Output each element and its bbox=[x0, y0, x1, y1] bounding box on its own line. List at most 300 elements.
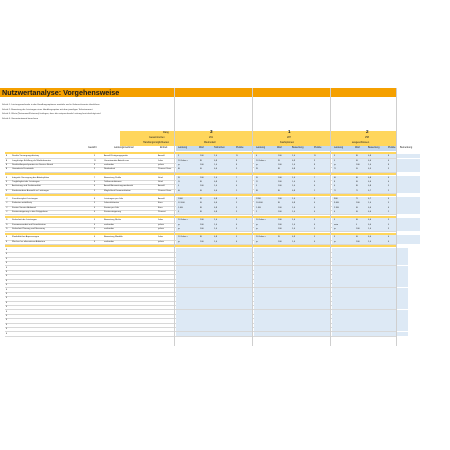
criterion-label: Garantierte Ersatzteile bbox=[12, 168, 34, 171]
step-4: Schritt 4: Gesamtnutzwert berechnen bbox=[2, 117, 39, 120]
value-cell: 3 bbox=[236, 168, 238, 171]
value-cell: 1,0 bbox=[292, 206, 296, 209]
unit-label: Euro bbox=[158, 206, 163, 209]
value-cell-bg bbox=[332, 332, 408, 336]
col-merkmal: Leistungsmerkmal bbox=[114, 146, 134, 149]
value-cell: 6 bbox=[236, 197, 238, 200]
row-id: E bbox=[6, 301, 8, 304]
value-cell: 60 bbox=[356, 211, 359, 214]
remark-cell-bg bbox=[398, 167, 420, 171]
row-id: E bbox=[6, 288, 8, 291]
value-cell: 0,7 bbox=[368, 189, 372, 192]
value-cell: 0,9 bbox=[292, 236, 296, 239]
value-cell: 60 bbox=[200, 168, 203, 171]
value-cell: 1,0 bbox=[292, 223, 296, 226]
value-cell: 4 bbox=[314, 185, 316, 188]
value-cell: 1,0 bbox=[292, 228, 296, 231]
feature-label: Bewertung Modelle bbox=[104, 236, 123, 239]
value-cell: ja bbox=[256, 223, 258, 226]
row-id: E bbox=[6, 306, 8, 309]
option-2: Kaufoptionen bbox=[280, 141, 295, 144]
value-cell: 6 bbox=[388, 159, 390, 162]
value-cell: ja bbox=[334, 228, 336, 231]
value-cell: 0,8 bbox=[368, 155, 372, 158]
value-cell: 1,0 bbox=[214, 219, 218, 222]
value-cell: 0,6 bbox=[214, 189, 218, 192]
value-cell: 100 bbox=[278, 223, 282, 226]
remark-cell-bg bbox=[398, 240, 420, 244]
value-cell: 1,0 bbox=[214, 185, 218, 188]
value-cell: 100 bbox=[278, 240, 282, 243]
row-id: E bbox=[6, 284, 8, 287]
criterion-label: Zusammenarbeit mit Dienstleistern bbox=[12, 223, 46, 226]
value-cell: 0,7 bbox=[368, 197, 372, 200]
value-cell: 7 bbox=[314, 176, 316, 179]
value-cell: 100 bbox=[356, 228, 360, 231]
remark-cell-bg bbox=[398, 227, 420, 231]
value-cell: ja bbox=[178, 163, 180, 166]
value-cell: 70 bbox=[356, 189, 359, 192]
rang-row bbox=[120, 131, 396, 136]
total-3: 258 bbox=[365, 136, 369, 139]
options-label: Handlungsmöglichkeiten bbox=[143, 141, 170, 144]
criterion-label: Kosten Service Aufwand bbox=[12, 206, 36, 209]
value-cell: 900 bbox=[334, 197, 338, 200]
row-id: D bbox=[6, 223, 8, 226]
value-cell: 0,5 bbox=[368, 168, 372, 171]
feature-label: Kostensteigerung bbox=[104, 211, 122, 214]
unit-label: Jahre bbox=[158, 236, 164, 239]
weight-value: 4 bbox=[94, 211, 96, 214]
weight-value: 5 bbox=[94, 202, 96, 205]
value-cell: 5 bbox=[236, 219, 238, 222]
value-cell: 1,0 bbox=[292, 211, 296, 214]
feature-label: vorhanden bbox=[104, 228, 115, 231]
value-cell: 8 bbox=[314, 163, 316, 166]
unit-label: Prozent Verw. bbox=[158, 168, 172, 171]
sub-wert-2: Wert bbox=[277, 146, 283, 149]
value-cell: 1,0 bbox=[292, 163, 296, 166]
title-bar bbox=[0, 88, 396, 97]
value-cell: 0,8 bbox=[292, 168, 296, 171]
sub-bewertung-3: Bewertung bbox=[368, 146, 380, 149]
value-cell: 10 Jahre + bbox=[256, 159, 267, 162]
value-cell: 4 bbox=[334, 211, 336, 214]
value-cell: 100 bbox=[278, 211, 282, 214]
value-cell: 2 bbox=[388, 189, 390, 192]
value-cell: 5 bbox=[178, 185, 180, 188]
step-2: Schritt 2: Bewertung der Leistungen einer Handlungsoption mit dem jeweiligen Teilnutzenwert bbox=[2, 108, 93, 111]
value-cell: 2 bbox=[314, 189, 316, 192]
value-cell: 80 bbox=[200, 236, 203, 239]
criterion-label: Langfristige Erfüllung als Mietlieferanten bbox=[12, 159, 51, 162]
unit-label: Jahre bbox=[158, 219, 164, 222]
value-cell: 1,0 bbox=[368, 240, 372, 243]
value-cell: 5 bbox=[314, 219, 316, 222]
criterion-label: Flexibilität bei Anpassungen bbox=[12, 236, 40, 239]
weight-value: 5 bbox=[94, 219, 96, 222]
criterion-label: Tragfähigkeit der Leistungen bbox=[12, 180, 40, 183]
row-id: A bbox=[6, 163, 8, 166]
value-cell: 8 bbox=[314, 197, 316, 200]
value-cell: 80 bbox=[256, 189, 259, 192]
value-cell: 100 bbox=[278, 155, 282, 158]
value-cell: 3 bbox=[388, 185, 390, 188]
value-cell: 4 bbox=[314, 223, 316, 226]
value-cell: 3 bbox=[388, 168, 390, 171]
unit-label: Prozent Verw. bbox=[158, 189, 172, 192]
value-cell: 4 bbox=[236, 223, 238, 226]
value-cell: 80 bbox=[356, 185, 359, 188]
feature-label: Nutzbarkeit bbox=[104, 168, 116, 171]
value-cell: 100 bbox=[278, 176, 282, 179]
value-cell: 3 bbox=[388, 228, 390, 231]
row-id: E bbox=[6, 319, 8, 322]
value-cell: 1,0 bbox=[214, 163, 218, 166]
criterion-label: Fixkosten mittelfristig bbox=[12, 202, 33, 205]
value-cell: 4 bbox=[388, 206, 390, 209]
value-cell: 1,0 bbox=[214, 223, 218, 226]
row-id: E bbox=[6, 279, 8, 282]
weight-value: 7 bbox=[94, 176, 96, 179]
row-id: E bbox=[6, 270, 8, 273]
sub-teilnutzen-1: Teilnutzen bbox=[214, 146, 225, 149]
value-cell: 4 bbox=[256, 155, 258, 158]
value-cell: 3 bbox=[314, 228, 316, 231]
value-cell: 3 bbox=[236, 202, 238, 205]
value-cell: 0,8 bbox=[214, 180, 218, 183]
rank-3: 2 bbox=[366, 129, 369, 134]
value-cell: 80 bbox=[356, 176, 359, 179]
value-cell: 1,0 bbox=[292, 240, 296, 243]
value-cell: 0 bbox=[356, 223, 358, 226]
row-id: E bbox=[6, 266, 8, 269]
value-cell: 9.000 bbox=[334, 202, 340, 205]
criterion-label: Zuverlässigkeit Leistungen bbox=[12, 197, 38, 200]
value-cell: 1,0 bbox=[292, 180, 296, 183]
value-cell: 100 bbox=[200, 228, 204, 231]
value-cell: 80 bbox=[278, 202, 281, 205]
row-id: D bbox=[6, 219, 8, 222]
value-cell: 1,0 bbox=[214, 155, 218, 158]
sub-punkte-1: Punkte bbox=[236, 146, 244, 149]
sub-bewertung-2: Bewertung bbox=[292, 146, 304, 149]
unit-label: Anzahl bbox=[158, 155, 165, 158]
value-cell: 1,0 bbox=[214, 240, 218, 243]
value-cell: 6 bbox=[388, 197, 390, 200]
value-cell: 1,0 bbox=[292, 176, 296, 179]
row-id: C bbox=[6, 206, 8, 209]
value-cell: 100 bbox=[200, 223, 204, 226]
value-cell: 0,9 bbox=[292, 159, 296, 162]
weight-value: 5 bbox=[94, 155, 96, 158]
weight-value: 4 bbox=[94, 185, 96, 188]
value-cell: 90 bbox=[278, 236, 281, 239]
value-cell: 100 bbox=[356, 163, 360, 166]
value-cell: 0,6 bbox=[368, 159, 372, 162]
row-id: E bbox=[6, 236, 8, 239]
feature-label: Leistungen pro Jahr bbox=[104, 197, 124, 200]
weight-value: 6 bbox=[94, 180, 96, 183]
value-cell: 8 bbox=[334, 180, 336, 183]
criterion-label: Sicherheit der Leistungen bbox=[12, 219, 37, 222]
value-cell: 80 bbox=[200, 206, 203, 209]
value-cell: nein bbox=[334, 223, 339, 226]
value-cell: 100 bbox=[200, 163, 204, 166]
value-cell: 0,6 bbox=[368, 219, 372, 222]
weight-value: 6 bbox=[94, 206, 96, 209]
value-cell: 3 bbox=[178, 155, 180, 158]
feature-label: Bewertung Profile bbox=[104, 176, 122, 179]
value-cell: 4 bbox=[314, 211, 316, 214]
sub-leistung-3: Leistung bbox=[334, 146, 344, 149]
value-cell: 0,8 bbox=[214, 197, 218, 200]
row-id: C bbox=[6, 197, 8, 200]
criterion-label: Wechsel zu alternativen Anbietern bbox=[12, 240, 46, 243]
value-cell: 100 bbox=[356, 240, 360, 243]
value-cell: 4 bbox=[388, 180, 390, 183]
value-cell: 0,6 bbox=[214, 202, 218, 205]
value-cell: 5 bbox=[334, 159, 336, 162]
value-cell: 6 bbox=[388, 176, 390, 179]
value-cell: 3 bbox=[236, 228, 238, 231]
value-cell: 3 bbox=[388, 219, 390, 222]
remark-cell-bg bbox=[398, 210, 420, 214]
col-gewicht: Gewicht bbox=[88, 146, 97, 149]
value-cell: 0,8 bbox=[214, 236, 218, 239]
value-cell: 0,6 bbox=[368, 236, 372, 239]
value-cell: 0,8 bbox=[214, 159, 218, 162]
row-id: E bbox=[6, 240, 8, 243]
total-2: 287 bbox=[287, 136, 291, 139]
value-cell: 1,0 bbox=[292, 155, 296, 158]
sub-punkte-2: Punkte bbox=[314, 146, 322, 149]
row-id: E bbox=[6, 323, 8, 326]
value-cell: 10 bbox=[178, 180, 181, 183]
step-list bbox=[2, 103, 302, 121]
value-cell: 0,8 bbox=[214, 206, 218, 209]
value-cell: 10 Jahre + bbox=[256, 219, 267, 222]
value-cell: 10 bbox=[314, 155, 317, 158]
value-cell: 60 bbox=[356, 219, 359, 222]
sub-punkte-3: Punkte bbox=[388, 146, 396, 149]
sub-leistung-1: Leistung bbox=[178, 146, 188, 149]
remark-cell-bg bbox=[398, 189, 420, 193]
value-cell: 1,0 bbox=[214, 228, 218, 231]
value-cell: 60 bbox=[356, 180, 359, 183]
value-cell: 60 bbox=[356, 206, 359, 209]
value-cell: 80 bbox=[200, 197, 203, 200]
row-id: E bbox=[6, 248, 8, 251]
sub-wert-1: Wert bbox=[199, 146, 205, 149]
value-cell: ja bbox=[178, 228, 180, 231]
value-cell: 1,0 bbox=[214, 176, 218, 179]
value-cell: 80 bbox=[200, 180, 203, 183]
value-cell: 100 bbox=[278, 219, 282, 222]
value-cell: 80 bbox=[200, 211, 203, 214]
criterion-label: Direkte Versorgungsleistung bbox=[12, 155, 40, 158]
value-cell: 60 bbox=[356, 159, 359, 162]
unit-label: ja/nein bbox=[158, 163, 165, 166]
value-cell: 8 bbox=[388, 163, 390, 166]
value-cell: 80 bbox=[278, 168, 281, 171]
value-cell: 60 bbox=[356, 236, 359, 239]
total-1: 261 bbox=[209, 136, 213, 139]
feature-label: Anzahl Auswertungsmerkmale bbox=[104, 185, 134, 188]
weight-value: 6 bbox=[94, 236, 96, 239]
value-cell: 80 bbox=[178, 168, 181, 171]
option-1: Mietmodell bbox=[204, 141, 216, 144]
sub-bemerkung: Bemerkung bbox=[400, 146, 413, 149]
unit-label: Jahre bbox=[158, 159, 164, 162]
value-cell: 2.500 bbox=[334, 206, 340, 209]
value-cell: 5 bbox=[334, 219, 336, 222]
value-cell: 1,0 bbox=[368, 228, 372, 231]
unit-label: Prozent bbox=[158, 211, 166, 214]
value-cell: 5 bbox=[236, 236, 238, 239]
value-cell: 10 Jahre + bbox=[256, 236, 267, 239]
subheader-row bbox=[176, 146, 396, 151]
value-cell: 100 bbox=[200, 240, 204, 243]
value-cell: 5 bbox=[256, 185, 258, 188]
feature-label: vorhanden bbox=[104, 240, 115, 243]
value-cell: 4 bbox=[236, 240, 238, 243]
value-cell: 12 bbox=[256, 180, 259, 183]
value-cell: 2 bbox=[388, 211, 390, 214]
value-cell: 1,0 bbox=[368, 202, 372, 205]
value-cell: 0 bbox=[388, 223, 390, 226]
unit-label: Stück bbox=[158, 180, 164, 183]
value-cell: 90 bbox=[256, 168, 259, 171]
weight-value: 8 bbox=[94, 163, 96, 166]
weight-value: 10 bbox=[94, 159, 97, 162]
value-cell: 3 bbox=[236, 211, 238, 214]
unit-label: ja/nein bbox=[158, 223, 165, 226]
value-cell: 60 bbox=[200, 202, 203, 205]
feature-label: Verantwortete Anteile zum bbox=[104, 159, 130, 162]
row-id: A bbox=[6, 155, 8, 158]
value-cell: ja bbox=[256, 240, 258, 243]
value-cell: 10 bbox=[236, 155, 239, 158]
option-3: ausgeschlossen bbox=[352, 141, 370, 144]
value-cell: ja bbox=[334, 163, 336, 166]
value-cell: 0,8 bbox=[368, 176, 372, 179]
value-cell: 8 bbox=[388, 155, 390, 158]
value-cell: ja bbox=[178, 240, 180, 243]
row-id: E bbox=[6, 292, 8, 295]
value-cell: 1,0 bbox=[292, 219, 296, 222]
value-cell-bg bbox=[176, 332, 252, 336]
row-id: D bbox=[6, 228, 8, 231]
value-cell-bg bbox=[254, 332, 330, 336]
step-1: Schritt 1: Leistungsmerkmale in den Handlungsoptionen ermitteln und in Gebrauchswerte überführen bbox=[2, 104, 100, 106]
value-cell: 1.500 bbox=[256, 206, 262, 209]
value-cell: 100 bbox=[356, 202, 360, 205]
value-cell: 50 bbox=[178, 176, 181, 179]
feature-label: Möglichkeit Kommunikation bbox=[104, 189, 131, 192]
rank-2: 1 bbox=[288, 129, 291, 134]
value-cell: 80 bbox=[356, 155, 359, 158]
value-cell: 100 bbox=[200, 176, 204, 179]
value-cell: 3 bbox=[334, 155, 336, 158]
row-id: E bbox=[6, 328, 8, 331]
value-cell: 100 bbox=[200, 219, 204, 222]
value-cell: ja bbox=[178, 223, 180, 226]
unit-label: Stück bbox=[158, 176, 164, 179]
rang-label: Rang bbox=[163, 131, 169, 134]
feature-label: Teilkonstruktionen bbox=[104, 180, 122, 183]
value-cell: 0,8 bbox=[214, 211, 218, 214]
value-cell: 1000 bbox=[178, 197, 183, 200]
value-cell: 70 bbox=[334, 168, 337, 171]
criterion-label: Integrale Versorgung der Arbeitsplätze bbox=[12, 176, 50, 179]
value-cell: 0,8 bbox=[292, 189, 296, 192]
unit-label: Euro bbox=[158, 202, 163, 205]
row-id: C bbox=[6, 202, 8, 205]
feature-label: vorhanden bbox=[104, 223, 115, 226]
value-cell: 0,6 bbox=[368, 180, 372, 183]
value-cell: 60 bbox=[178, 189, 181, 192]
value-cell: 100 bbox=[278, 206, 282, 209]
value-cell: 10 Jahre + bbox=[178, 236, 189, 239]
value-cell: 1,0 bbox=[368, 163, 372, 166]
value-cell: 4 bbox=[388, 240, 390, 243]
sub-wert-3: Wert bbox=[355, 146, 361, 149]
criterion-label: Auslastung und Funktionalität bbox=[12, 185, 41, 188]
value-cell: 5 bbox=[388, 202, 390, 205]
weight-value: 5 bbox=[94, 168, 96, 171]
value-cell: ja bbox=[256, 163, 258, 166]
row-id: B bbox=[6, 180, 8, 183]
row-id: B bbox=[6, 189, 8, 192]
value-cell: 0,0 bbox=[368, 223, 372, 226]
value-cell: 4 bbox=[236, 185, 238, 188]
value-cell: 3 bbox=[178, 211, 180, 214]
row-id: E bbox=[6, 275, 8, 278]
row-id: A bbox=[6, 168, 8, 171]
feature-label: Bewertung Risiko bbox=[104, 219, 122, 222]
unit-label: ja/nein bbox=[158, 240, 165, 243]
value-cell: 4 bbox=[388, 236, 390, 239]
weight-value: 4 bbox=[94, 223, 96, 226]
criterion-label: Direkte Ansprechpartner im Service Bezirk bbox=[12, 163, 54, 166]
criterion-label: Sicherheit Planung und Steuerung bbox=[12, 228, 46, 231]
value-cell: 100 bbox=[278, 197, 282, 200]
feature-label: vorhanden bbox=[104, 163, 115, 166]
value-cell: 80 bbox=[200, 159, 203, 162]
value-cell: 6 bbox=[314, 206, 316, 209]
value-cell: 2 bbox=[236, 189, 238, 192]
spreadsheet bbox=[0, 88, 450, 346]
value-cell: 4 bbox=[314, 202, 316, 205]
rank-1: 3 bbox=[210, 129, 213, 134]
row-id: B bbox=[6, 185, 8, 188]
page-title: Nutzwertanalyse: Vorgehensweise bbox=[2, 88, 120, 97]
value-cell: 2 bbox=[256, 211, 258, 214]
unit-label: Anzahl bbox=[158, 185, 165, 188]
criterion-label: Kombinierbare Auswahl an Leistungen bbox=[12, 189, 50, 192]
row-id: B bbox=[6, 176, 8, 179]
row-id: E bbox=[6, 310, 8, 313]
weight-value: 4 bbox=[94, 240, 96, 243]
row-id: E bbox=[6, 314, 8, 317]
value-cell: 100 bbox=[278, 180, 282, 183]
value-cell: 1,0 bbox=[292, 197, 296, 200]
value-cell: 10 Jahre + bbox=[178, 219, 189, 222]
row-id: C bbox=[6, 211, 8, 214]
weight-value: 3 bbox=[94, 228, 96, 231]
unit-label: Anzahl bbox=[158, 197, 165, 200]
